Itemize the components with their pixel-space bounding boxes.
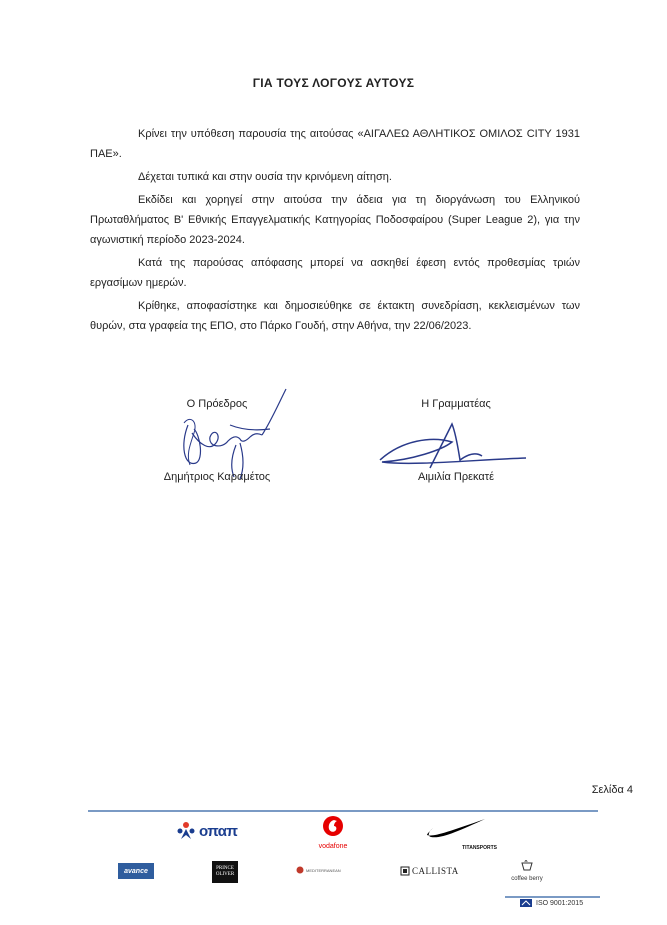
coffee-berry-logo [505, 858, 549, 882]
president-signature [170, 385, 290, 480]
paragraph: Κρίθηκε, αποφασίστηκε και δημοσιεύθηκε σε έκτακτη συνεδρίαση, κεκλεισμένων των θυρών, στα γραφεία της ΕΠΟ, στο Πάρκο Γουδή, στην Αθήνα, την 22/06/2023. [90, 300, 580, 332]
mediterranean-mark-icon [296, 866, 304, 874]
coffee-cup-icon [520, 859, 534, 871]
titan-wordmark: TITANSPORTS [462, 845, 497, 851]
secretary-signature [372, 420, 532, 475]
president-title: Ο Πρόεδρος [186, 398, 248, 410]
callista-crest-icon [400, 866, 410, 876]
secretary-title: Η Γραμματέας [421, 398, 491, 410]
nike-titan-logo [425, 817, 497, 851]
opap-wordmark: οπαπ [199, 822, 238, 840]
paragraph: Εκδίδει και χορηγεί στην αιτούσα την άδεια για τη διοργάνωση του Ελληνικού Πρωταθλήματος Β' Εθνικής Επαγγελματικής Κατηγορίας Ποδοσφαίρου (Super League 2), για την αγωνιστική περίοδο 2023-2024. [90, 194, 580, 246]
iso-certification [520, 899, 583, 907]
footer-divider [88, 810, 598, 812]
iso-label: ISO 9001:2015 [536, 899, 584, 907]
president-name: Δημήτριος Καραμέτος [163, 471, 271, 483]
prince-wordmark: PRINCE [216, 866, 234, 871]
mediterranean-wordmark: MEDITERRANEAN [306, 867, 341, 873]
paragraph: Κατά της παρούσας απόφασης μπορεί να ασκηθεί έφεση εντός προθεσμίας τριών εργασίμων ημερών. [90, 257, 580, 289]
opap-logo [176, 821, 238, 841]
secretary-name: Αιμιλία Πρεκατέ [417, 471, 494, 483]
prince-oliver-logo [212, 861, 238, 883]
opap-star-icon [176, 821, 196, 841]
footer-divider-secondary [505, 896, 600, 898]
avance-logo [118, 863, 154, 879]
coffee-berry-wordmark: coffee berry [511, 876, 543, 882]
certification-mark-icon [520, 899, 532, 907]
nike-swoosh-icon [425, 817, 487, 839]
page-number: Σελίδα 4 [591, 784, 633, 796]
vodafone-logo [313, 815, 353, 850]
vodafone-wordmark: vodafone [318, 843, 348, 850]
callista-wordmark: CALLISTA [412, 866, 459, 876]
avance-wordmark: avance [124, 867, 148, 875]
decision-body [90, 124, 580, 339]
callista-logo [400, 866, 459, 876]
paragraph: Κρίνει την υπόθεση παρουσία της αιτούσας «ΑΙΓΑΛΕΩ ΑΘΛΗΤΙΚΟΣ ΟΜΙΛΟΣ CITY 1931 ΠΑΕ». [90, 128, 580, 160]
section-heading: ΓΙΑ ΤΟΥΣ ΛΟΓΟΥΣ ΑΥΤΟΥΣ [252, 76, 415, 90]
mediterranean-logo [296, 866, 341, 874]
vodafone-speechmark-icon [322, 815, 344, 837]
paragraph: Δέχεται τυπικά και στην ουσία την κρινόμενη αίτηση. [138, 171, 392, 183]
oliver-wordmark: OLIVER [215, 872, 235, 877]
